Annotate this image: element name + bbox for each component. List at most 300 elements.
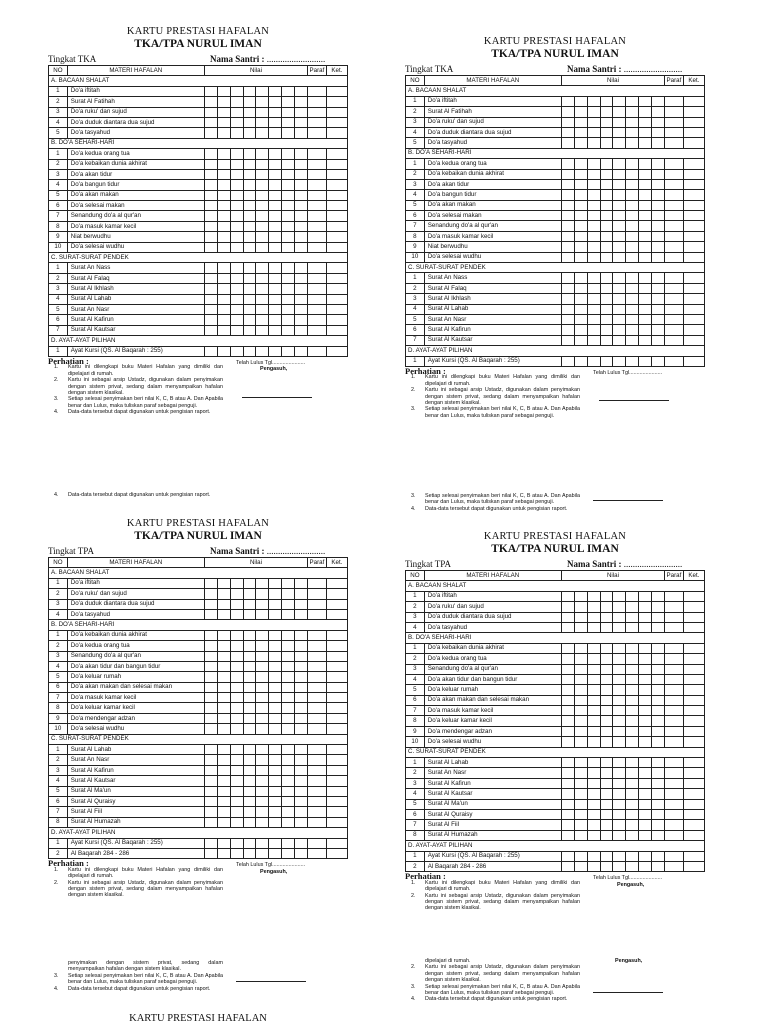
nilai-cell[interactable] — [613, 211, 626, 221]
paraf-cell[interactable] — [665, 726, 684, 736]
nilai-cell[interactable] — [243, 578, 256, 588]
nilai-cell[interactable] — [217, 325, 230, 335]
nilai-cell[interactable] — [269, 641, 282, 651]
nilai-cell[interactable] — [256, 273, 269, 283]
nilai-cell[interactable] — [243, 180, 256, 190]
ket-cell[interactable] — [326, 221, 347, 231]
nilai-cell[interactable] — [574, 169, 587, 179]
paraf-cell[interactable] — [665, 664, 684, 674]
nilai-cell[interactable] — [626, 778, 639, 788]
nilai-cell[interactable] — [243, 128, 256, 138]
nilai-cell[interactable] — [230, 232, 243, 242]
nilai-cell[interactable] — [626, 273, 639, 283]
paraf-cell[interactable] — [308, 599, 327, 609]
nilai-cell[interactable] — [639, 664, 652, 674]
nilai-cell[interactable] — [652, 335, 665, 345]
nilai-cell[interactable] — [613, 851, 626, 861]
nilai-cell[interactable] — [587, 768, 600, 778]
nilai-cell[interactable] — [574, 685, 587, 695]
nilai-cell[interactable] — [626, 654, 639, 664]
nilai-cell[interactable] — [613, 768, 626, 778]
nilai-cell[interactable] — [626, 861, 639, 871]
nilai-cell[interactable] — [639, 830, 652, 840]
nilai-cell[interactable] — [652, 200, 665, 210]
nilai-cell[interactable] — [256, 796, 269, 806]
nilai-cell[interactable] — [269, 242, 282, 252]
nilai-cell[interactable] — [282, 325, 295, 335]
nilai-cell[interactable] — [626, 830, 639, 840]
nilai-cell[interactable] — [217, 315, 230, 325]
nilai-cell[interactable] — [269, 745, 282, 755]
nilai-cell[interactable] — [269, 693, 282, 703]
nilai-cell[interactable] — [652, 356, 665, 366]
ket-cell[interactable] — [326, 232, 347, 242]
nilai-cell[interactable] — [295, 107, 308, 117]
nilai-cell[interactable] — [256, 242, 269, 252]
nilai-cell[interactable] — [269, 599, 282, 609]
nilai-cell[interactable] — [282, 97, 295, 107]
nilai-cell[interactable] — [217, 651, 230, 661]
nilai-cell[interactable] — [282, 180, 295, 190]
nilai-cell[interactable] — [587, 273, 600, 283]
ket-cell[interactable] — [683, 706, 704, 716]
nilai-cell[interactable] — [282, 609, 295, 619]
nilai-cell[interactable] — [639, 231, 652, 241]
ket-cell[interactable] — [683, 809, 704, 819]
nilai-cell[interactable] — [626, 758, 639, 768]
ket-cell[interactable] — [683, 726, 704, 736]
ket-cell[interactable] — [326, 128, 347, 138]
nilai-cell[interactable] — [600, 789, 613, 799]
paraf-cell[interactable] — [665, 283, 684, 293]
nilai-cell[interactable] — [613, 758, 626, 768]
nilai-cell[interactable] — [613, 861, 626, 871]
paraf-cell[interactable] — [308, 128, 327, 138]
paraf-cell[interactable] — [665, 335, 684, 345]
nilai-cell[interactable] — [256, 661, 269, 671]
nilai-cell[interactable] — [230, 169, 243, 179]
nilai-cell[interactable] — [587, 851, 600, 861]
nilai-cell[interactable] — [652, 612, 665, 622]
nilai-cell[interactable] — [561, 138, 574, 148]
nilai-cell[interactable] — [574, 325, 587, 335]
nilai-cell[interactable] — [243, 284, 256, 294]
nilai-cell[interactable] — [295, 190, 308, 200]
ket-cell[interactable] — [683, 96, 704, 106]
nilai-cell[interactable] — [574, 861, 587, 871]
nilai-cell[interactable] — [613, 325, 626, 335]
nilai-cell[interactable] — [652, 851, 665, 861]
nilai-cell[interactable] — [652, 252, 665, 262]
nilai-cell[interactable] — [600, 591, 613, 601]
nilai-cell[interactable] — [639, 273, 652, 283]
nilai-cell[interactable] — [243, 817, 256, 827]
ket-cell[interactable] — [326, 786, 347, 796]
nilai-cell[interactable] — [204, 599, 217, 609]
nilai-cell[interactable] — [652, 602, 665, 612]
nilai-cell[interactable] — [269, 315, 282, 325]
nilai-cell[interactable] — [295, 848, 308, 858]
nilai-cell[interactable] — [243, 221, 256, 231]
ket-cell[interactable] — [683, 169, 704, 179]
nilai-cell[interactable] — [587, 107, 600, 117]
nilai-cell[interactable] — [613, 273, 626, 283]
ket-cell[interactable] — [683, 314, 704, 324]
nilai-cell[interactable] — [574, 294, 587, 304]
nilai-cell[interactable] — [256, 651, 269, 661]
nilai-cell[interactable] — [243, 325, 256, 335]
nilai-cell[interactable] — [613, 737, 626, 747]
nilai-cell[interactable] — [204, 201, 217, 211]
nilai-cell[interactable] — [561, 809, 574, 819]
paraf-cell[interactable] — [665, 809, 684, 819]
nilai-cell[interactable] — [574, 778, 587, 788]
nilai-cell[interactable] — [574, 716, 587, 726]
nama-santri-field[interactable] — [567, 64, 682, 74]
nilai-cell[interactable] — [652, 799, 665, 809]
nilai-cell[interactable] — [217, 807, 230, 817]
nilai-cell[interactable] — [613, 252, 626, 262]
nilai-cell[interactable] — [600, 325, 613, 335]
nilai-cell[interactable] — [269, 294, 282, 304]
nama-santri-field[interactable] — [567, 559, 682, 569]
nilai-cell[interactable] — [600, 335, 613, 345]
ket-cell[interactable] — [326, 242, 347, 252]
nilai-cell[interactable] — [574, 179, 587, 189]
nilai-cell[interactable] — [230, 325, 243, 335]
nilai-cell[interactable] — [243, 263, 256, 273]
nilai-cell[interactable] — [626, 283, 639, 293]
nilai-cell[interactable] — [574, 737, 587, 747]
nilai-cell[interactable] — [204, 107, 217, 117]
nilai-cell[interactable] — [204, 242, 217, 252]
nilai-cell[interactable] — [243, 713, 256, 723]
nilai-cell[interactable] — [204, 672, 217, 682]
nilai-cell[interactable] — [282, 578, 295, 588]
paraf-cell[interactable] — [665, 325, 684, 335]
nilai-cell[interactable] — [652, 138, 665, 148]
paraf-cell[interactable] — [665, 830, 684, 840]
nilai-cell[interactable] — [639, 117, 652, 127]
nilai-cell[interactable] — [269, 221, 282, 231]
nilai-cell[interactable] — [230, 641, 243, 651]
ket-cell[interactable] — [683, 758, 704, 768]
nilai-cell[interactable] — [204, 755, 217, 765]
nilai-cell[interactable] — [587, 325, 600, 335]
nilai-cell[interactable] — [639, 356, 652, 366]
paraf-cell[interactable] — [665, 654, 684, 664]
nilai-cell[interactable] — [561, 314, 574, 324]
paraf-cell[interactable] — [665, 820, 684, 830]
nilai-cell[interactable] — [652, 107, 665, 117]
nilai-cell[interactable] — [204, 97, 217, 107]
nilai-cell[interactable] — [243, 273, 256, 283]
nilai-cell[interactable] — [574, 304, 587, 314]
nilai-cell[interactable] — [243, 630, 256, 640]
nilai-cell[interactable] — [561, 190, 574, 200]
nilai-cell[interactable] — [639, 159, 652, 169]
nilai-cell[interactable] — [282, 776, 295, 786]
nilai-cell[interactable] — [652, 314, 665, 324]
paraf-cell[interactable] — [665, 200, 684, 210]
nilai-cell[interactable] — [204, 169, 217, 179]
nilai-cell[interactable] — [256, 190, 269, 200]
nilai-cell[interactable] — [269, 651, 282, 661]
nilai-cell[interactable] — [639, 127, 652, 137]
nilai-cell[interactable] — [256, 149, 269, 159]
nilai-cell[interactable] — [574, 273, 587, 283]
paraf-cell[interactable] — [308, 724, 327, 734]
nilai-cell[interactable] — [230, 263, 243, 273]
paraf-cell[interactable] — [308, 97, 327, 107]
paraf-cell[interactable] — [308, 661, 327, 671]
nilai-cell[interactable] — [561, 726, 574, 736]
nilai-cell[interactable] — [639, 314, 652, 324]
ket-cell[interactable] — [683, 179, 704, 189]
nilai-cell[interactable] — [282, 661, 295, 671]
ket-cell[interactable] — [683, 356, 704, 366]
nilai-cell[interactable] — [574, 221, 587, 231]
nilai-cell[interactable] — [574, 820, 587, 830]
nilai-cell[interactable] — [613, 643, 626, 653]
nilai-cell[interactable] — [626, 159, 639, 169]
nilai-cell[interactable] — [295, 838, 308, 848]
nilai-cell[interactable] — [256, 765, 269, 775]
nilai-cell[interactable] — [561, 612, 574, 622]
paraf-cell[interactable] — [665, 304, 684, 314]
paraf-cell[interactable] — [308, 294, 327, 304]
nilai-cell[interactable] — [282, 201, 295, 211]
paraf-cell[interactable] — [665, 231, 684, 241]
nilai-cell[interactable] — [256, 817, 269, 827]
nilai-cell[interactable] — [587, 716, 600, 726]
nilai-cell[interactable] — [613, 231, 626, 241]
nilai-cell[interactable] — [217, 703, 230, 713]
nilai-cell[interactable] — [217, 149, 230, 159]
nilai-cell[interactable] — [230, 589, 243, 599]
ket-cell[interactable] — [326, 117, 347, 127]
nilai-cell[interactable] — [230, 682, 243, 692]
nilai-cell[interactable] — [561, 674, 574, 684]
nilai-cell[interactable] — [230, 796, 243, 806]
paraf-cell[interactable] — [665, 294, 684, 304]
nilai-cell[interactable] — [639, 789, 652, 799]
nilai-cell[interactable] — [652, 685, 665, 695]
nilai-cell[interactable] — [204, 630, 217, 640]
nilai-cell[interactable] — [217, 641, 230, 651]
nilai-cell[interactable] — [282, 807, 295, 817]
nilai-cell[interactable] — [230, 107, 243, 117]
paraf-cell[interactable] — [665, 737, 684, 747]
nilai-cell[interactable] — [256, 682, 269, 692]
nilai-cell[interactable] — [295, 672, 308, 682]
nilai-cell[interactable] — [639, 799, 652, 809]
nilai-cell[interactable] — [204, 346, 217, 356]
nilai-cell[interactable] — [652, 242, 665, 252]
nilai-cell[interactable] — [282, 149, 295, 159]
nilai-cell[interactable] — [282, 817, 295, 827]
ket-cell[interactable] — [326, 724, 347, 734]
nilai-cell[interactable] — [626, 602, 639, 612]
nilai-cell[interactable] — [613, 221, 626, 231]
nilai-cell[interactable] — [230, 86, 243, 96]
paraf-cell[interactable] — [665, 602, 684, 612]
nilai-cell[interactable] — [626, 591, 639, 601]
nilai-cell[interactable] — [600, 179, 613, 189]
ket-cell[interactable] — [683, 830, 704, 840]
nilai-cell[interactable] — [626, 96, 639, 106]
nilai-cell[interactable] — [269, 817, 282, 827]
nilai-cell[interactable] — [256, 848, 269, 858]
ket-cell[interactable] — [326, 294, 347, 304]
nilai-cell[interactable] — [204, 703, 217, 713]
nilai-cell[interactable] — [243, 703, 256, 713]
nilai-cell[interactable] — [256, 630, 269, 640]
paraf-cell[interactable] — [665, 591, 684, 601]
nilai-cell[interactable] — [256, 304, 269, 314]
ket-cell[interactable] — [683, 325, 704, 335]
nilai-cell[interactable] — [587, 159, 600, 169]
nilai-cell[interactable] — [587, 674, 600, 684]
nilai-cell[interactable] — [256, 641, 269, 651]
nilai-cell[interactable] — [295, 630, 308, 640]
nilai-cell[interactable] — [243, 745, 256, 755]
ket-cell[interactable] — [683, 200, 704, 210]
paraf-cell[interactable] — [665, 768, 684, 778]
nilai-cell[interactable] — [230, 284, 243, 294]
nama-santri-field[interactable] — [210, 54, 325, 64]
paraf-cell[interactable] — [308, 107, 327, 117]
nilai-cell[interactable] — [639, 861, 652, 871]
nilai-cell[interactable] — [626, 706, 639, 716]
paraf-cell[interactable] — [665, 273, 684, 283]
nilai-cell[interactable] — [230, 273, 243, 283]
nilai-cell[interactable] — [626, 768, 639, 778]
ket-cell[interactable] — [326, 149, 347, 159]
nilai-cell[interactable] — [217, 755, 230, 765]
nilai-cell[interactable] — [639, 252, 652, 262]
nilai-cell[interactable] — [587, 758, 600, 768]
nilai-cell[interactable] — [600, 851, 613, 861]
nilai-cell[interactable] — [204, 190, 217, 200]
paraf-cell[interactable] — [308, 848, 327, 858]
nilai-cell[interactable] — [269, 776, 282, 786]
nilai-cell[interactable] — [282, 682, 295, 692]
nilai-cell[interactable] — [639, 602, 652, 612]
ket-cell[interactable] — [683, 159, 704, 169]
nilai-cell[interactable] — [587, 96, 600, 106]
nilai-cell[interactable] — [217, 128, 230, 138]
nilai-cell[interactable] — [295, 211, 308, 221]
nilai-cell[interactable] — [256, 86, 269, 96]
nilai-cell[interactable] — [574, 664, 587, 674]
nilai-cell[interactable] — [295, 294, 308, 304]
nilai-cell[interactable] — [561, 778, 574, 788]
nilai-cell[interactable] — [269, 180, 282, 190]
nilai-cell[interactable] — [574, 314, 587, 324]
paraf-cell[interactable] — [665, 685, 684, 695]
nilai-cell[interactable] — [626, 231, 639, 241]
nilai-cell[interactable] — [217, 578, 230, 588]
nilai-cell[interactable] — [639, 96, 652, 106]
nilai-cell[interactable] — [230, 117, 243, 127]
nilai-cell[interactable] — [574, 809, 587, 819]
nilai-cell[interactable] — [561, 685, 574, 695]
nilai-cell[interactable] — [600, 231, 613, 241]
nilai-cell[interactable] — [561, 273, 574, 283]
nilai-cell[interactable] — [295, 713, 308, 723]
nilai-cell[interactable] — [217, 589, 230, 599]
nilai-cell[interactable] — [561, 654, 574, 664]
nilai-cell[interactable] — [282, 263, 295, 273]
nilai-cell[interactable] — [574, 252, 587, 262]
nilai-cell[interactable] — [652, 706, 665, 716]
nilai-cell[interactable] — [230, 786, 243, 796]
nilai-cell[interactable] — [600, 861, 613, 871]
nilai-cell[interactable] — [269, 578, 282, 588]
nilai-cell[interactable] — [574, 830, 587, 840]
nilai-cell[interactable] — [600, 643, 613, 653]
nilai-cell[interactable] — [587, 231, 600, 241]
nilai-cell[interactable] — [574, 190, 587, 200]
nilai-cell[interactable] — [561, 851, 574, 861]
nilai-cell[interactable] — [600, 778, 613, 788]
ket-cell[interactable] — [683, 190, 704, 200]
nilai-cell[interactable] — [626, 674, 639, 684]
nilai-cell[interactable] — [282, 107, 295, 117]
nilai-cell[interactable] — [600, 242, 613, 252]
nilai-cell[interactable] — [256, 578, 269, 588]
nilai-cell[interactable] — [204, 149, 217, 159]
nilai-cell[interactable] — [269, 273, 282, 283]
nilai-cell[interactable] — [613, 799, 626, 809]
nilai-cell[interactable] — [243, 672, 256, 682]
nilai-cell[interactable] — [652, 190, 665, 200]
nilai-cell[interactable] — [269, 796, 282, 806]
nilai-cell[interactable] — [243, 641, 256, 651]
nilai-cell[interactable] — [652, 830, 665, 840]
nilai-cell[interactable] — [600, 127, 613, 137]
nilai-cell[interactable] — [574, 643, 587, 653]
nilai-cell[interactable] — [600, 654, 613, 664]
nilai-cell[interactable] — [613, 159, 626, 169]
nilai-cell[interactable] — [269, 97, 282, 107]
nilai-cell[interactable] — [295, 117, 308, 127]
ket-cell[interactable] — [683, 304, 704, 314]
nilai-cell[interactable] — [204, 211, 217, 221]
nilai-cell[interactable] — [217, 776, 230, 786]
nilai-cell[interactable] — [626, 179, 639, 189]
nilai-cell[interactable] — [256, 807, 269, 817]
nilai-cell[interactable] — [613, 778, 626, 788]
nilai-cell[interactable] — [295, 242, 308, 252]
nilai-cell[interactable] — [217, 232, 230, 242]
nilai-cell[interactable] — [204, 284, 217, 294]
nilai-cell[interactable] — [217, 97, 230, 107]
nilai-cell[interactable] — [587, 127, 600, 137]
nilai-cell[interactable] — [243, 609, 256, 619]
paraf-cell[interactable] — [665, 716, 684, 726]
nilai-cell[interactable] — [243, 107, 256, 117]
nilai-cell[interactable] — [282, 765, 295, 775]
nilai-cell[interactable] — [256, 284, 269, 294]
nilai-cell[interactable] — [639, 758, 652, 768]
nilai-cell[interactable] — [613, 820, 626, 830]
nilai-cell[interactable] — [217, 693, 230, 703]
nilai-cell[interactable] — [626, 685, 639, 695]
nilai-cell[interactable] — [639, 591, 652, 601]
nilai-cell[interactable] — [600, 190, 613, 200]
